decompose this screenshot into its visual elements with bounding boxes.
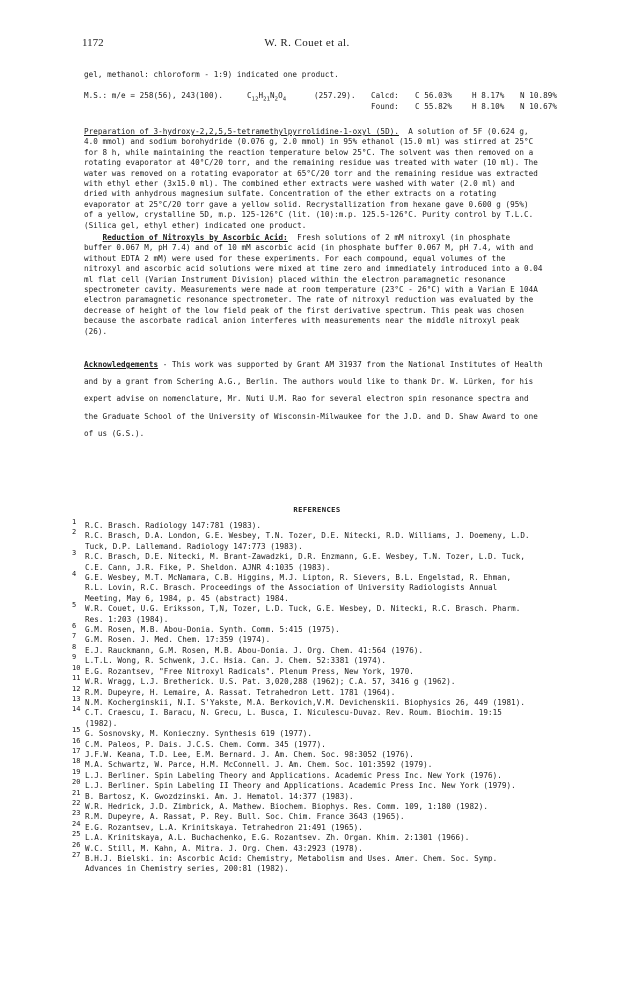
ack-line: of us (G.S.). <box>84 428 145 438</box>
reference-number: 3 <box>72 549 77 558</box>
red-line: because the ascorbate radical anion interferes with measurements near the middle nitroxyl peak <box>84 316 520 326</box>
reference-item <box>72 757 552 770</box>
reference-line: L.J. Berliner. Spin Labeling Theory and Applications. Academic Press Inc. New York (1976). <box>85 770 502 780</box>
reference-line: W.R. Wragg, L.J. Bretherick. U.S. Pat. 3,020,288 (1962); C.A. 57, 3416 g (1962). <box>85 677 456 687</box>
reference-line: E.G. Rozantsev, L.A. Krinitskaya. Tetrahedron 21:491 (1965). <box>85 822 363 832</box>
reference-item <box>72 778 552 791</box>
reference-number: 8 <box>72 642 77 651</box>
red-line: electron paramagnetic resonance spectrometer. The rate of nitroxyl reduction was evaluated by the <box>84 295 534 305</box>
reference-line: E.J. Rauckmann, G.M. Rosen, M.B. Abou-Donia. J. Org. Chem. 41:564 (1976). <box>85 645 424 655</box>
found-label: Found: <box>371 102 399 111</box>
reference-line: N.M. Kocherginskii, N.I. S'Yakste, M.A. Berkovich,V.M. Devichenskii. Biophysics 26, 449 (1981). <box>85 697 526 707</box>
reference-number: 18 <box>72 757 81 766</box>
reference-item <box>72 518 552 531</box>
reference-line: M.A. Schwartz, W. Parce, H.M. McConnell. J. Am. Chem. Soc. 101:3592 (1979). <box>85 760 433 770</box>
reference-number: 13 <box>72 694 81 703</box>
reference-item <box>72 788 552 802</box>
references-heading: REFERENCES <box>293 505 341 514</box>
reference-line: G.M. Rosen. J. Med. Chem. 17:359 (1974). <box>85 635 271 645</box>
found-h: H 8.10% <box>472 102 505 111</box>
mass-spec-analysis <box>84 91 558 115</box>
reference-line: C.T. Craescu, I. Baracu, N. Grecu, L. Busca, I. Niculescu-Duvaz. Rev. Roum. Biochim. 19:15 <box>85 708 502 718</box>
red-line: (26). <box>84 326 108 336</box>
prep-title: Preparation of 3-hydroxy-2,2,5,5-tetramethylpyrrolidine-1-oxyl (5D). <box>84 127 399 136</box>
prep-line: water was removed on a rotating evaporator at 65°C/20 torr and the remaining residue was extracted <box>84 168 538 178</box>
reference-line: R.L. Lovin, R.C. Brasch. Proceedings of the Association of University Radiologists Annual <box>85 583 498 593</box>
reference-item <box>72 819 552 833</box>
reference-item <box>72 851 552 875</box>
reference-number: 15 <box>72 726 81 735</box>
reference-number: 27 <box>72 851 81 859</box>
reference-item <box>72 746 552 760</box>
formula-text: $C_{12}H_{21}N_2O_4$ <box>247 91 287 103</box>
reference-item <box>72 694 552 708</box>
page-number: 1172 <box>82 37 104 49</box>
reference-number: 17 <box>72 746 81 755</box>
calcd-n: N 10.89% <box>520 91 558 100</box>
reference-line: Advances in Chemistry series, 200:81 (1982). <box>85 864 289 874</box>
reference-item <box>72 601 552 625</box>
prep-line: rotating evaporator at 40°C/20 torr, and the remaining residue was treated with water (10 ml). The <box>84 158 538 168</box>
intro-line <box>84 70 550 80</box>
reference-line: R.C. Brasch, D.A. London, G.E. Wesbey, T.N. Tozer, D.E. Nitecki, R.D. Williams, J. Doemeny, L.D. <box>85 531 530 541</box>
prep-line: with ethyl ether (3x15.0 ml). The combined ether extracts were washed with water (2.0 ml) and <box>84 179 515 189</box>
calcd-label: Calcd: <box>371 91 399 100</box>
prep-line: of a yellow, crystalline 5D, m.p. 125-126°C (lit. (10):m.p. 125.5-126°C. Purity control by T.L.C. <box>84 210 534 220</box>
reference-line: R.C. Brasch, D.E. Nitecki, M. Brant-Zawadzki, D.R. Enzmann, G.E. Wesbey, T.N. Tozer, L.D. Tuck, <box>85 552 526 562</box>
reference-number: 23 <box>72 809 81 818</box>
reference-item <box>72 798 552 812</box>
prep-line: (Silica gel, ethyl ether) indicated one product. <box>84 220 307 230</box>
reference-line: Tuck, D.P. Lallemand. Radiology 147:773 (1983). <box>85 541 303 551</box>
prep-line: for 8 h, while maintaining the reaction temperature below 25°C. The solvent was then removed on a <box>84 147 534 157</box>
red-line: decrease of height of the low field peak of the first derivative spectrum. This peak was chosen <box>84 305 525 315</box>
reference-number: 11 <box>72 674 81 683</box>
reference-number: 6 <box>72 622 77 631</box>
reference-item <box>72 642 552 656</box>
reduction-paragraph <box>84 233 550 337</box>
reference-line: W.R. Couet, U.G. Eriksson, T,N, Tozer, L.D. Tuck, G.E. Wesbey, D. Nitecki, R.C. Brasch. Pharm. <box>85 604 521 614</box>
reference-number: 1 <box>72 518 77 526</box>
reduction-title: Reduction of Nitroxyls by Ascorbic Acid: <box>102 233 288 242</box>
reference-item <box>72 549 552 573</box>
ack-line-0: - This work was supported by Grant AM 31937 from the National Institutes of Health <box>158 360 543 369</box>
found-n: N 10.67% <box>520 102 558 111</box>
reference-number: 2 <box>72 528 77 537</box>
ack-title: Acknowledgements <box>84 360 159 369</box>
reference-line: G.M. Rosen, M.B. Abou-Donia. Synth. Comm. 5:415 (1975). <box>85 625 340 635</box>
prep-line: evaporator at 25°C/20 torr gave a yellow solid. Recrystallization from hexane gave 0.600 g (95%) <box>84 199 529 209</box>
reference-number: 24 <box>72 819 81 828</box>
reference-item <box>72 705 552 729</box>
reference-line: G.E. Wesbey, M.T. McNamara, C.B. Higgins, M.J. Lipton, R. Sievers, B.L. Engelstad, R. Ehman, <box>85 573 512 583</box>
calcd-c: C 56.03% <box>415 91 453 100</box>
reference-line: C.E. Cann, J.R. Fike, P. Sheldon. AJNR 4:1035 (1983). <box>85 562 331 572</box>
reference-line: C.M. Paleos, P. Dais. J.C.S. Chem. Comm. 345 (1977). <box>85 739 326 749</box>
reference-number: 14 <box>72 705 81 714</box>
reference-number: 26 <box>72 840 81 849</box>
reference-item <box>72 684 552 698</box>
prep-line: dried with anhydrous magnesium sulfate. Concentration of the ether extracts on a rotating <box>84 189 497 199</box>
reference-item <box>72 570 552 604</box>
page-header <box>82 37 532 51</box>
ack-line: expert advise on nomenclature, Mr. Nuti U.M. Rao for several electron spin resonance spectra and <box>84 394 529 404</box>
reference-line: B. Bartosz, K. Gwozdzinski. Am. J. Hematol. 14:377 (1983). <box>85 791 354 801</box>
reference-line: R.C. Brasch. Radiology 147:781 (1983). <box>85 521 262 530</box>
prep-first-line <box>84 127 550 137</box>
reference-line: W.R. Hedrick, J.D. Zimbrick, A. Mathew. Biochem. Biophys. Res. Comm. 109, 1:180 (1982). <box>85 801 488 811</box>
reference-line: Res. 1:203 (1984). <box>85 614 169 624</box>
reference-item <box>72 840 552 854</box>
preparation-paragraph <box>84 127 550 231</box>
reference-line: L.J. Berliner. Spin Labeling II Theory and Applications. Academic Press Inc. New York (1979). <box>85 781 516 791</box>
reference-number: 21 <box>72 788 81 797</box>
found-c: C 55.82% <box>415 102 453 111</box>
ms-mass: (257.29). <box>314 91 356 100</box>
reference-number: 10 <box>72 663 81 672</box>
reference-number: 12 <box>72 684 81 693</box>
reference-number: 16 <box>72 736 81 745</box>
intro-text: gel, methanol: chloroform - 1:9) indicated one product. <box>84 70 339 79</box>
calcd-h: H 8.17% <box>472 91 505 100</box>
reference-number: 20 <box>72 778 81 787</box>
reference-item <box>72 736 552 750</box>
reference-number: 19 <box>72 767 81 776</box>
running-head: W. R. Couet et al. <box>264 37 350 49</box>
formula-subscript: 2 <box>274 96 279 103</box>
reference-line: B.H.J. Bielski. in: Ascorbic Acid: Chemistry, Metabolism and Uses. Amer. Chem. Soc. Symp. <box>85 854 498 863</box>
acknowledgements <box>84 356 550 442</box>
ms-label: M.S.: m/e = 258(56), 243(100). <box>84 91 223 100</box>
reference-number: 4 <box>72 570 77 579</box>
formula-subscript: 4 <box>282 96 287 103</box>
reference-line: G. Sosnovsky, M. Konieczny. Synthesis 619 (1977). <box>85 729 312 739</box>
formula-subscript: 12 <box>251 96 259 103</box>
formula-subscript: 21 <box>263 96 270 103</box>
ack-line: the Graduate School of the University of Wisconsin-Milwaukee for the J.D. and D. Shaw Award to one <box>84 411 538 421</box>
reference-item <box>72 674 552 687</box>
reference-number: 7 <box>72 632 77 641</box>
ack-first-line <box>84 356 550 373</box>
reference-item <box>72 528 552 552</box>
reference-item <box>72 830 552 843</box>
red-line: ml flat cell (Varian Instrument Division) placed within the electron paramagnetic resonance <box>84 274 506 284</box>
reference-number: 22 <box>72 798 81 807</box>
red-line-0: Fresh solutions of 2 mM nitroxyl (in phosphate <box>297 233 511 242</box>
reference-number: 9 <box>72 653 77 662</box>
reference-line: L.T.L. Wong, R. Schwenk, J.C. Hsia. Can. J. Chem. 52:3381 (1974). <box>85 656 387 666</box>
reference-item <box>72 663 552 677</box>
reference-item <box>72 809 552 822</box>
reference-line: R.M. Dupeyre, A. Rassat, P. Rey. Bull. Soc. Chim. France 3643 (1965). <box>85 812 405 822</box>
reference-line: R.M. Dupeyre, H. Lemaire, A. Rassat. Tetrahedron Lett. 1781 (1964). <box>85 687 396 697</box>
reference-line: J.F.W. Keana, T.D. Lee, E.M. Bernard. J. Am. Chem. Soc. 98:3052 (1976). <box>85 749 414 759</box>
reference-item <box>72 653 552 666</box>
reference-number: 25 <box>72 830 81 839</box>
references-list <box>72 518 552 875</box>
reference-line: Meeting, May 6, 1984, p. 45 (abstract) 1984. <box>85 593 289 603</box>
prep-line-0: A solution of 5F (0.624 g, <box>408 127 529 136</box>
reference-item <box>72 632 552 645</box>
red-line: buffer 0.067 M, pH 7.4) and of 10 mM ascorbic acid (in phosphate buffer 0.067 M, pH 7.4, with and <box>84 243 534 253</box>
reference-line: W.C. Still, M. Kahn, A. Mitra. J. Org. Chem. 43:2923 (1978). <box>85 843 363 853</box>
reference-line: L.A. Krinitskaya, A.L. Buchachenko, E.G. Rozantsev. Zh. Organ. Khim. 2:1301 (1966). <box>85 833 470 843</box>
reference-number: 5 <box>72 601 77 610</box>
reference-item <box>72 767 552 781</box>
reference-line: E.G. Rozantsev, "Free Nitroxyl Radicals". Plenum Press, New York, 1970. <box>85 666 414 676</box>
red-first-line <box>84 233 550 243</box>
reference-item <box>72 726 552 739</box>
prep-line: 4.0 mmol) and sodium borohydride (0.076 g, 2.0 mmol) in 95% ethanol (15.0 ml) was stirred at 25°C <box>84 137 534 147</box>
red-line: spectrometer cavity. Measurements were made at room temperature (23°C - 26°C) with a Varian E 104A <box>84 285 538 295</box>
red-line: nitroxyl and ascorbic acid solutions were mixed at time zero and immediately introduced into a 0.04 <box>84 264 543 274</box>
red-line: without EDTA 2 mM) were used for these experiments. For each compound, equal volumes of the <box>84 253 506 263</box>
reference-item <box>72 622 552 635</box>
ack-line: and by a grant from Schering A.G., Berlin. The authors would like to thank Dr. W. Lürken, for his <box>84 377 534 387</box>
reference-line: (1982). <box>85 718 118 728</box>
